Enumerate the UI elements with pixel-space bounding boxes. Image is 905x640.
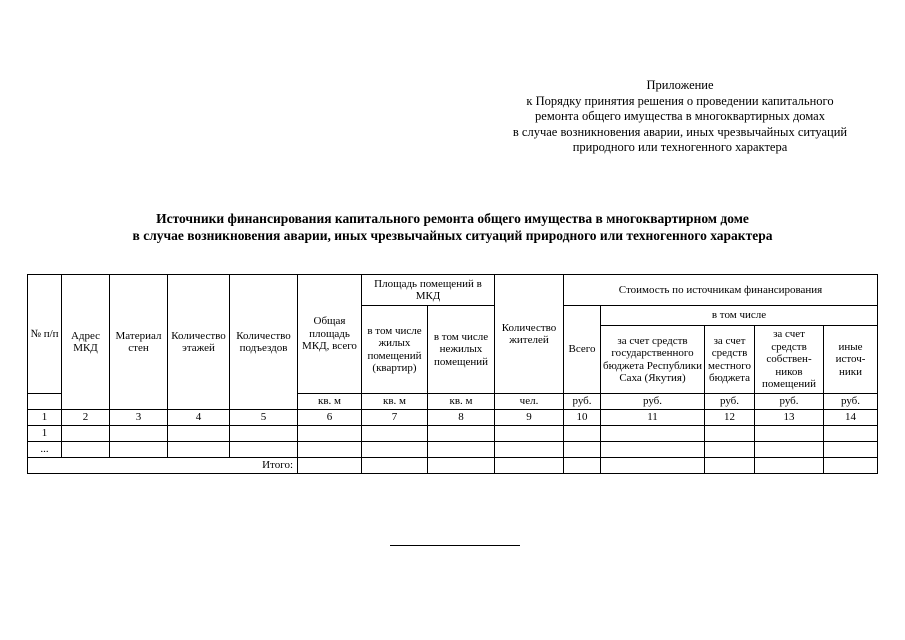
table-cell — [428, 442, 495, 458]
table-cell — [168, 426, 230, 442]
header-owners-funds: за счет средств собствен-ников помещений — [755, 326, 824, 394]
column-number: 9 — [495, 410, 564, 426]
header-residential: в том числе жилых помещений (квартир) — [362, 306, 428, 394]
table-cell — [705, 426, 755, 442]
table-cell — [824, 458, 878, 474]
document-title — [0, 210, 905, 244]
appendix-line: к Порядку принятия решения о проведении капитального — [526, 93, 834, 108]
title-line: в случае возникновения аварии, иных чрезвычайных ситуаций природного или техногенного характера — [132, 228, 773, 243]
unit-cell: руб. — [564, 394, 601, 410]
column-number: 3 — [110, 410, 168, 426]
table-cell — [110, 426, 168, 442]
table-cell — [601, 458, 705, 474]
table-cell — [495, 426, 564, 442]
table-row — [28, 426, 878, 442]
column-number: 13 — [755, 410, 824, 426]
column-number: 12 — [705, 410, 755, 426]
column-number: 1 — [28, 410, 62, 426]
total-label: Итого: — [28, 458, 298, 474]
table-cell — [362, 426, 428, 442]
table-cell — [495, 458, 564, 474]
column-number: 7 — [362, 410, 428, 426]
header-num: № п/п — [28, 275, 62, 394]
unit-cell — [28, 394, 62, 410]
table-cell — [755, 426, 824, 442]
table-cell — [564, 458, 601, 474]
title-line: Источники финансирования капитального ремонта общего имущества в многоквартирном доме — [156, 211, 749, 226]
unit-cell: кв. м — [362, 394, 428, 410]
unit-cell: кв. м — [428, 394, 495, 410]
header-floors: Количество этажей — [168, 275, 230, 410]
table-cell — [564, 442, 601, 458]
column-number: 4 — [168, 410, 230, 426]
column-number: 8 — [428, 410, 495, 426]
appendix-line: Приложение — [646, 78, 714, 92]
total-row — [28, 458, 878, 474]
table-cell — [601, 442, 705, 458]
table-cell — [755, 442, 824, 458]
appendix-line: ремонта общего имущества в многоквартирных домах — [535, 109, 825, 123]
row-number: ... — [28, 442, 62, 458]
header-other-sources: иные источ-ники — [824, 326, 878, 394]
table-cell — [298, 458, 362, 474]
header-address: Адрес МКД — [62, 275, 110, 410]
table-cell — [428, 458, 495, 474]
table-cell — [110, 442, 168, 458]
table-row — [28, 442, 878, 458]
table-cell — [62, 442, 110, 458]
table-cell — [705, 442, 755, 458]
table-cell — [230, 426, 298, 442]
column-number-row — [28, 410, 878, 426]
table-cell — [298, 426, 362, 442]
appendix-note — [480, 78, 880, 156]
header-row — [28, 275, 878, 306]
unit-cell: руб. — [601, 394, 705, 410]
column-number: 5 — [230, 410, 298, 426]
column-number: 14 — [824, 410, 878, 426]
unit-cell: чел. — [495, 394, 564, 410]
header-local-budget: за счет средств местного бюджета — [705, 326, 755, 394]
header-including: в том числе — [601, 306, 878, 326]
appendix-line: природного или техногенного характера — [572, 140, 788, 154]
column-number: 11 — [601, 410, 705, 426]
table-cell — [601, 426, 705, 442]
header-total-area: Общая площадь МКД, всего — [298, 275, 362, 394]
table-cell — [705, 458, 755, 474]
column-number: 10 — [564, 410, 601, 426]
header-state-budget: за счет средств государственного бюджета Республики Саха (Якутия) — [601, 326, 705, 394]
table-cell — [168, 442, 230, 458]
header-non-residential: в том числе нежилых помещений — [428, 306, 495, 394]
header-premises-area: Площадь помещений в МКД — [362, 275, 495, 306]
table-cell — [495, 442, 564, 458]
column-number: 6 — [298, 410, 362, 426]
table-cell — [230, 442, 298, 458]
appendix-line: в случае возникновения аварии, иных чрезвычайных ситуаций — [512, 124, 848, 139]
table-cell — [362, 458, 428, 474]
table-cell — [824, 442, 878, 458]
header-residents: Количество жителей — [495, 275, 564, 394]
header-total-cost: Всего — [564, 306, 601, 394]
unit-cell: руб. — [755, 394, 824, 410]
table-cell — [298, 442, 362, 458]
header-entrances: Количество подъездов — [230, 275, 298, 410]
row-number: 1 — [28, 426, 62, 442]
header-wall-material: Материал стен — [110, 275, 168, 410]
table-cell — [755, 458, 824, 474]
financing-sources-table — [27, 274, 878, 474]
separator-line — [390, 545, 520, 546]
column-number: 2 — [62, 410, 110, 426]
table-cell — [62, 426, 110, 442]
table-cell — [362, 442, 428, 458]
unit-cell: руб. — [824, 394, 878, 410]
table-cell — [824, 426, 878, 442]
unit-cell: кв. м — [298, 394, 362, 410]
unit-cell: руб. — [705, 394, 755, 410]
table-cell — [428, 426, 495, 442]
header-cost-sources: Стоимость по источникам финансирования — [564, 275, 878, 306]
table-cell — [564, 426, 601, 442]
